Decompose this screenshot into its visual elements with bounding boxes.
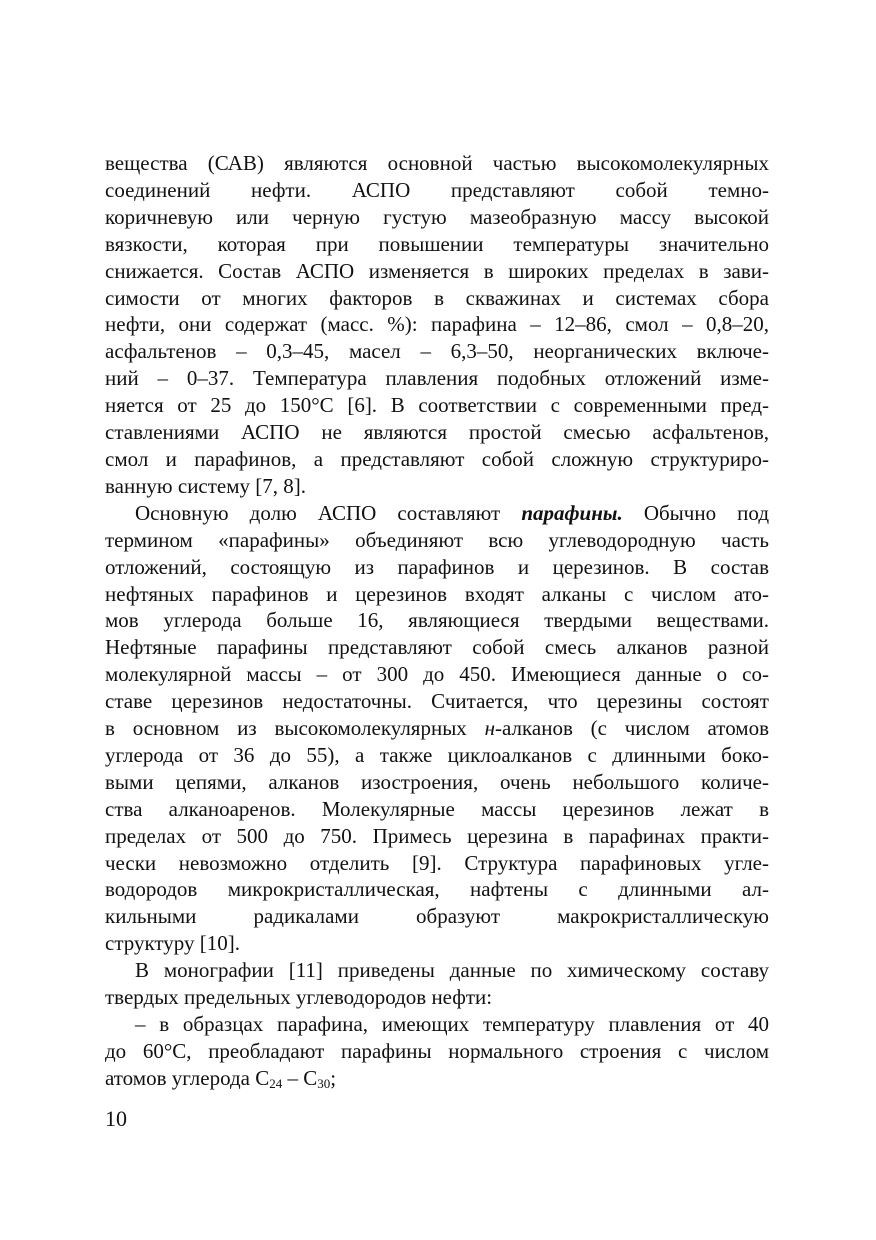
- page-number: 10: [105, 1106, 127, 1131]
- text-line: твердых предельных углеводородов нефти:: [105, 985, 493, 1010]
- italic-letter: н: [484, 716, 496, 741]
- text-line: ний – 0–37. Температура плавления подобных отложений изме-: [105, 366, 769, 391]
- text-line: отложений, состоящую из парафинов и церезинов. В состав: [105, 554, 769, 579]
- text-line: [105, 500, 769, 527]
- text-line: асфальтенов – 0,3–45, масел – 6,3–50, неорганических включе-: [105, 339, 769, 364]
- text-line: нефтяных парафинов и церезинов входят алканы с числом ато-: [105, 581, 769, 606]
- text-line: Нефтяные парафины представляют собой смесь алканов разной: [105, 635, 769, 660]
- text-line: вещества (САВ) являются основной частью высокомолекулярных: [105, 151, 769, 175]
- text-run: Обычно под: [622, 500, 769, 525]
- text-line: ставлениями АСПО не являются простой смесью асфальтенов,: [105, 420, 769, 445]
- text-line: выми цепями, алканов изостроения, очень небольшого количе-: [105, 769, 769, 794]
- text-line: чески невозможно отделить [9]. Структура парафиновых угле-: [105, 850, 769, 875]
- text-line: [105, 1065, 769, 1092]
- subscript: 24: [269, 1075, 283, 1091]
- text-line: симости от многих факторов в скважинах и системах сбора: [105, 285, 769, 310]
- text-line: смол и парафинов, а представляют собой сложную структуриро-: [105, 446, 769, 471]
- text-line: молекулярной массы – от 300 до 450. Имеющиеся данные о со-: [105, 662, 769, 687]
- text-line: ства алканоаренов. Молекулярные массы церезинов лежат в: [105, 796, 769, 821]
- text-run: -алканов (с числом атомов: [495, 716, 770, 741]
- text-run: Основную долю АСПО составляют: [135, 500, 522, 525]
- text-line: снижается. Состав АСПО изменяется в широких пределах в зави-: [105, 258, 769, 283]
- text-run: в основном из высокомолекулярных: [105, 716, 485, 741]
- paragraph-3: [105, 957, 769, 1011]
- paragraph-2: [105, 500, 769, 957]
- text-line: мов углерода больше 16, являющиеся твердыми веществами.: [105, 608, 769, 633]
- text-run: атомов углерода С: [105, 1065, 270, 1090]
- text-line: соединений нефти. АСПО представляют собой темно-: [105, 177, 769, 202]
- text-line: термином «парафины» объединяют всю углеводородную часть: [105, 527, 769, 552]
- text-line: – в образцах парафина, имеющих температуру плавления от 40: [135, 1012, 769, 1036]
- paragraph-1: [105, 150, 769, 500]
- text-line: В монографии [11] приведены данные по химическому составу: [135, 958, 769, 983]
- text-line: ставе церезинов недостаточны. Считается, что церезины состоят: [105, 689, 769, 714]
- text-line: водородов микрокристаллическая, нафтены с длинными ал-: [105, 877, 769, 902]
- text-line: вязкости, которая при повышении температуры значительно: [105, 231, 769, 256]
- text-line: структуру [10].: [105, 931, 241, 956]
- text-line: нефти, они содержат (масс. %): парафина – 12–86, смол – 0,8–20,: [105, 312, 769, 337]
- text-run: ;: [330, 1065, 337, 1090]
- text-line: няется от 25 до 150°С [6]. В соответствии с современными пред-: [105, 393, 769, 418]
- text-line: ванную систему [7, 8].: [105, 473, 307, 498]
- page-body: [105, 150, 769, 1092]
- text-line: кильными радикалами образуют макрокристаллическую: [105, 904, 769, 929]
- text-run: – С: [282, 1065, 318, 1090]
- emphasis-term: парафины.: [521, 500, 623, 525]
- text-line: до 60°С, преобладают парафины нормального строения с числом: [105, 1038, 769, 1063]
- text-line: [105, 715, 769, 742]
- paragraph-4: [105, 1011, 769, 1092]
- text-line: пределах от 500 до 750. Примесь церезина в парафинах практи-: [105, 823, 769, 848]
- subscript: 30: [317, 1075, 331, 1091]
- text-line: углерода от 36 до 55), а также циклоалканов с длинными боко-: [105, 742, 769, 767]
- text-line: коричневую или черную густую мазеобразную массу высокой: [105, 204, 769, 229]
